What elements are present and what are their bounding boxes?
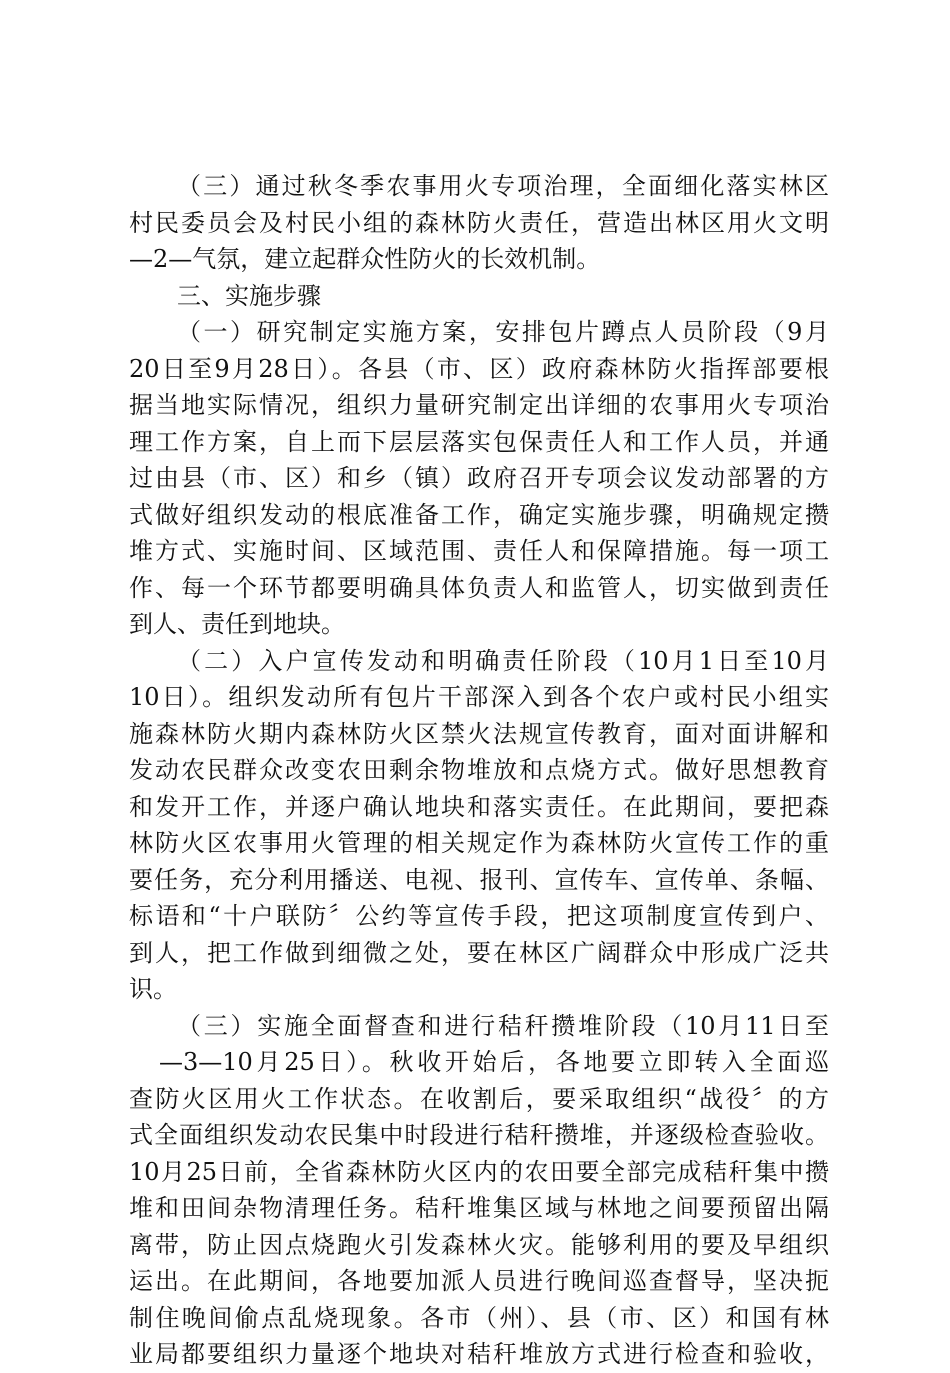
paragraph-line: 林防火区农事用火管理的相关规定作为森林防火宣传工作的重 <box>129 829 829 857</box>
paragraph-line: 作、每一个环节都要明确具体负责人和监管人，切实做到责任 <box>129 573 829 602</box>
section-heading: 三、实施步骤 <box>177 281 321 310</box>
paragraph-line: 到人、责任到地块。 <box>129 610 345 638</box>
paragraph-line: 标语和“十户联防〞公约等宣传手段，把这项制度宣传到户、 <box>129 902 829 930</box>
paragraph-line: 施森林防火期内森林防火区禁火法规宣传教育，面对面讲解和 <box>129 719 829 748</box>
paragraph-line: —2—气氛，建立起群众性防火的长效机制。 <box>129 245 601 273</box>
paragraph-line: 过由县（市、区）和乡（镇）政府召开专项会议发动部署的方 <box>129 464 829 492</box>
paragraph-line: （二）入户宣传发动和明确责任阶段（10月1日至10月 <box>177 646 829 675</box>
paragraph-line: 理工作方案，自上而下层层落实包保责任人和工作人员，并通 <box>129 427 829 456</box>
document-body <box>129 168 829 1373</box>
paragraph-line: 识。 <box>129 975 177 1003</box>
paragraph-line: 要任务，充分利用播送、电视、报刊、宣传车、宣传单、条幅、 <box>129 865 829 894</box>
paragraph-line: 式全面组织发动农民集中时段进行秸秆攒堆，并逐级检查验收。 <box>129 1121 829 1149</box>
paragraph-line: 10月25日前，全省森林防火区内的农田要全部完成秸秆集中攒 <box>129 1157 829 1186</box>
paragraph-line: 式做好组织发动的根底准备工作，确定实施步骤，明确规定攒 <box>129 500 829 529</box>
paragraph-line: 发动农民群众改变农田剩余物堆放和点烧方式。做好思想教育 <box>129 756 829 784</box>
paragraph-line: （三）实施全面督查和进行秸秆攒堆阶段（10月11日至 <box>177 1011 829 1040</box>
paragraph-line: 堆和田间杂物清理任务。秸秆堆集区域与林地之间要预留出隔 <box>129 1194 829 1222</box>
paragraph-line: 堆方式、实施时间、区域范围、责任人和保障措施。每一项工 <box>129 537 829 565</box>
paragraph-line: 到人，把工作做到细微之处，要在林区广阔群众中形成广泛共 <box>129 938 829 967</box>
paragraph-line: 20日至9月28日）。各县（市、区）政府森林防火指挥部要根 <box>129 354 829 383</box>
paragraph-line: （一）研究制定实施方案，安排包片蹲点人员阶段（9月 <box>177 318 829 346</box>
paragraph-line: —3—10月25日）。秋收开始后，各地要立即转入全面巡 <box>159 1048 829 1076</box>
paragraph-line: 运出。在此期间，各地要加派人员进行晚间巡查督导，坚决扼 <box>129 1267 829 1295</box>
paragraph-line: 和发开工作，并逐户确认地块和落实责任。在此期间，要把森 <box>129 792 829 821</box>
paragraph-line: 据当地实际情况，组织力量研究制定出详细的农事用火专项治 <box>129 391 829 419</box>
paragraph-line: 村民委员会及村民小组的森林防火责任，营造出林区用火文明 <box>129 208 829 237</box>
paragraph-line: 业局都要组织力量逐个地块对秸秆堆放方式进行检查和验收， <box>129 1340 829 1368</box>
paragraph-line: 离带，防止因点烧跑火引发森林火灾。能够利用的要及早组织 <box>129 1230 829 1259</box>
paragraph-line: （三）通过秋冬季农事用火专项治理，全面细化落实林区 <box>177 172 829 200</box>
paragraph-line: 制住晚间偷点乱烧现象。各市（州）、县（市、区）和国有林 <box>129 1303 829 1332</box>
paragraph-line: 10日）。组织发动所有包片干部深入到各个农户或村民小组实 <box>129 683 829 711</box>
paragraph-line: 查防火区用火工作状态。在收割后，要采取组织“战役〞的方 <box>129 1084 829 1113</box>
